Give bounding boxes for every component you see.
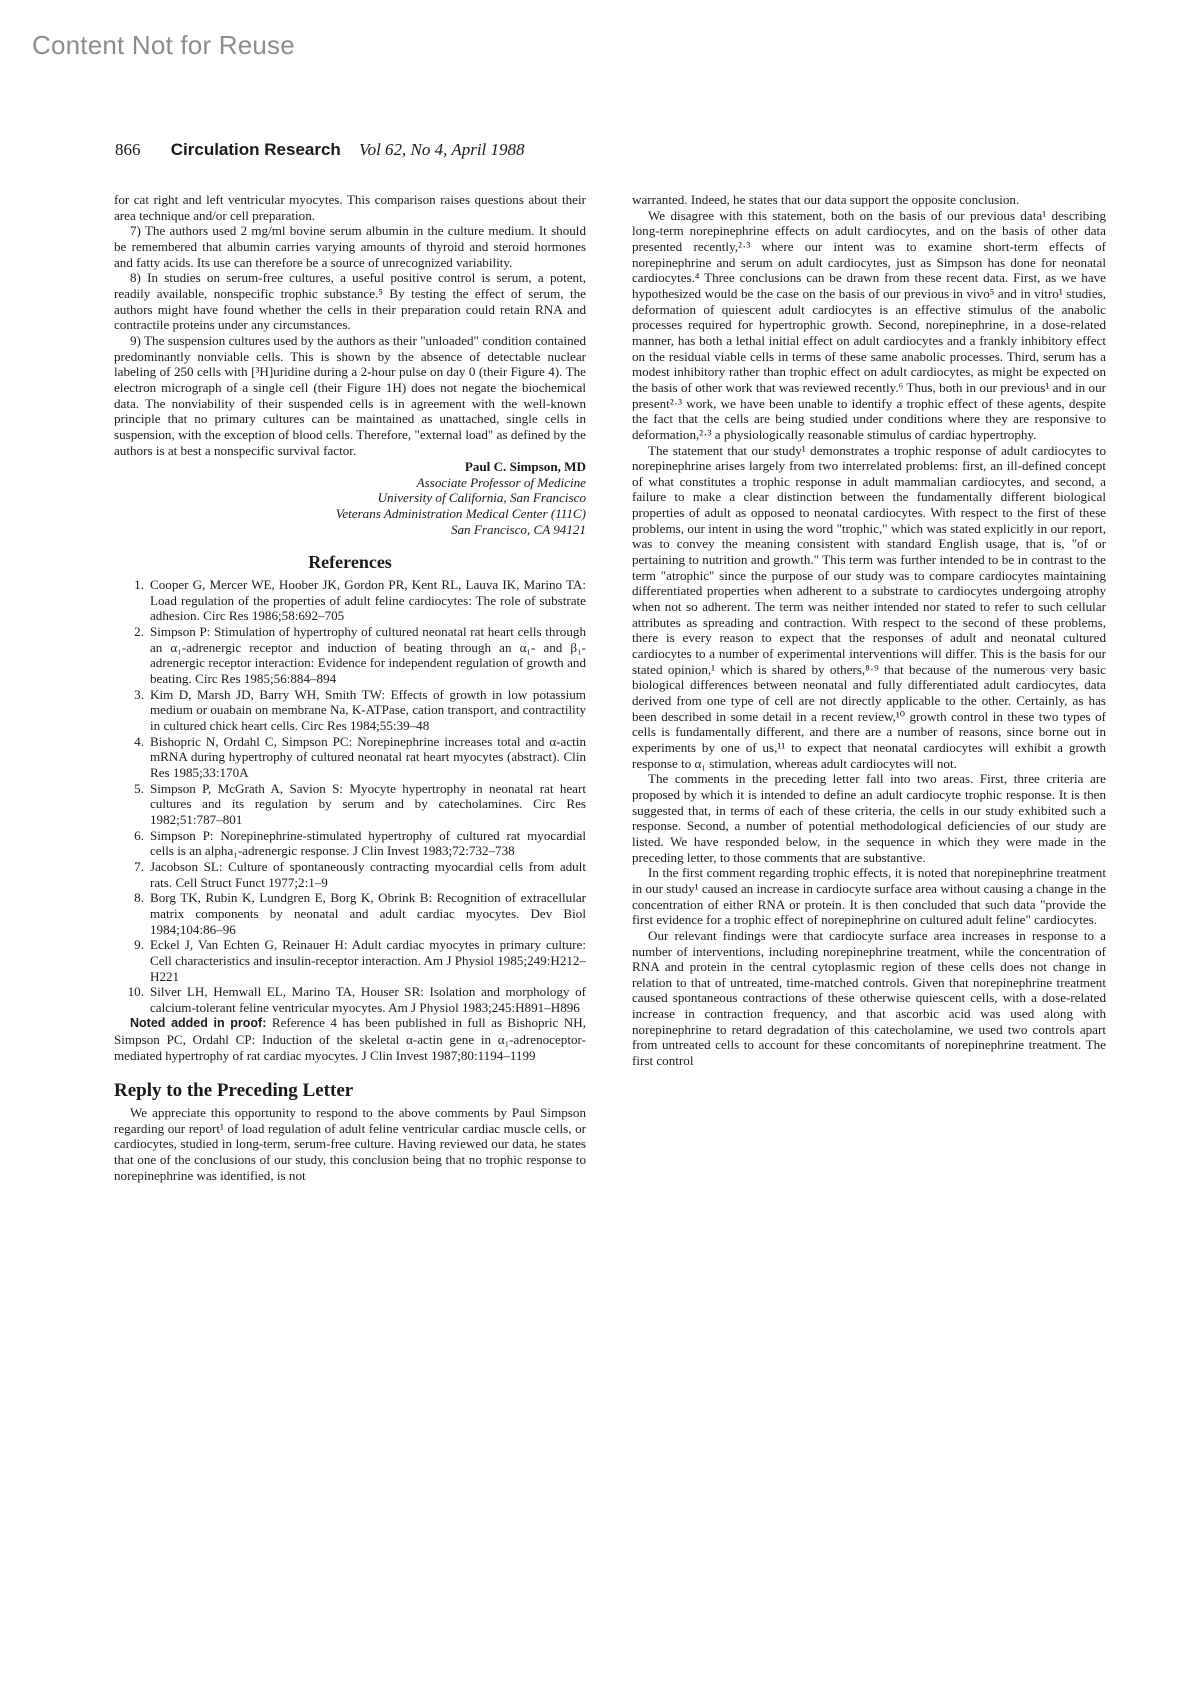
reference-item: 2. Simpson P: Stimulation of hypertrophy of cultured neonatal rat heart cells through an α₁-adrenergic receptor and induction of beating through an α₁- and β₁-adrenergic receptor interaction: Evidence for independent regulation of growth and beating. Circ Res 1985;56:884–894 xyxy=(134,624,586,687)
reference-item: 7. Jacobson SL: Culture of spontaneously contracting myocardial cells from adult rats. Cell Struct Funct 1977;2:1–9 xyxy=(134,858,586,890)
body-paragraph: for cat right and left ventricular myocytes. This comparison raises questions about their area technique and/or cell preparation. xyxy=(114,192,586,223)
reference-item: 8. Borg TK, Rubin K, Lundgren E, Borg K, Obrink B: Recognition of extracellular matrix components by neonatal and adult cardiac myocytes. Dev Biol 1984;104:86–96 xyxy=(134,890,586,937)
reference-item: 10. Silver LH, Hemwall EL, Marino TA, Houser SR: Isolation and morphology of calcium-tolerant feline ventricular myocytes. Am J Physiol 1983;245:H891–H896 xyxy=(127,984,586,1015)
body-paragraph: In the first comment regarding trophic effects, it is noted that norepinephrine treatment in our study¹ caused an increase in cardiocyte surface area without causing a change in the concentration of either RNA or protein. It is then concluded that such data "provide the first evidence for a trophic effect of norepinephrine on cultured adult feline" cardiocytes. xyxy=(632,865,1106,928)
right-column xyxy=(632,192,1106,1069)
body-paragraph: 7) The authors used 2 mg/ml bovine serum albumin in the culture medium. It should be remembered that albumin carries varying amounts of thyroid and steroid hormones and fatty acids. Its use can therefore be a source of unrecognized variability. xyxy=(114,223,586,270)
proof-note-label: Noted added in proof: xyxy=(130,1016,267,1031)
body-paragraph: 9) The suspension cultures used by the authors as their "unloaded" condition contained predominantly nonviable cells. This is shown by the absence of detectable nuclear labeling of 250 cells with [³H]uridine during a 2-hour pulse on day 0 (their Figure 4). The electron micrograph of a single cell (their Figure 1H) does not negate the biochemical data. The nonviability of their suspended cells is in agreement with the well-known principle that no primary cultures can be maintained as unattached, single cells in suspension, with the exception of blood cells. Therefore, "external load" as defined by the authors is at best a nonspecific survival factor. xyxy=(114,332,586,458)
author-city: San Francisco, CA 94121 xyxy=(450,521,586,537)
body-paragraph: We disagree with this statement, both on the basis of our previous data¹ describing long-term norepinephrine effects on adult cardiocytes, and on the basis of other data presented recently,²·³ where our intent was to examine short-term effects of norepinephrine and serum on adult cardiocytes, just as Simpson has done for neonatal cardiocytes.⁴ Three conclusions can be drawn from these recent data. First, as we have hypothesized would be the case on the basis of our previous in vivo⁵ and in vitro¹ studies, deformation of quiescent adult cardiocytes is an effective stimulus of the anabolic processes required for hypertrophic growth. Second, norepinephrine, in a dose-related manner, has both a lethal initial effect on adult cardiocytes and a frankly inhibitory effect on the residual viable cells in terms of these same anabolic processes. Third, serum has a modest inhibitory rather than trophic effect on adult cardiocytes, as might be expected on the basis of other work that was reviewed recently.⁶ Thus, both in our previous¹ and in our present²·³ work, we have been unable to identify a trophic effect of these agents, despite the fact that the cells are being studied under conditions where they are responsive to deformation,²·³ a physiologically reasonable stimulus of cardiac hypertrophy. xyxy=(632,207,1106,442)
author-title: Associate Professor of Medicine xyxy=(416,474,586,490)
reply-heading: Reply to the Preceding Letter xyxy=(114,1080,354,1102)
reference-item: 1. Cooper G, Mercer WE, Hoober JK, Gordon PR, Kent RL, Lauva IK, Marino TA: Load regulation of the properties of adult feline cardiocytes: The role of substrate adhesion. Circ Res 1986;58:692–705 xyxy=(134,577,586,624)
proof-note xyxy=(114,1015,586,1063)
issue-info: Vol 62, No 4, April 1988 xyxy=(359,140,525,159)
body-paragraph: The comments in the preceding letter fall into two areas. First, three criteria are proposed by which it is intended to define an adult cardiocyte trophic response. It is then suggested that, in terms of each of these criteria, the cells in our study exhibited such a response. Second, a number of potential methodological deficiencies of our study are listed. We have responded below, in the sequence in which they were made in the preceding letter, to those comments that are substantive. xyxy=(632,771,1106,865)
watermark: Content Not for Reuse xyxy=(32,30,295,60)
author-center: Veterans Administration Medical Center (111C) xyxy=(335,506,586,522)
body-paragraph: The statement that our study¹ demonstrates a trophic response of adult cardiocytes to norepinephrine arises largely from two interrelated problems: first, an ill-defined concept of what constitutes a trophic response in adult mammalian cardiocytes, and second, a failure to make a clear distinction between the fundamentally different biological properties of adult as opposed to neonatal cardiocytes. With respect to the first of these problems, our intent in using the word "trophic," which was stated explicitly in our report, was to convey the meaning consistent with standard English usage, that is, "of or pertaining to nutrition and growth." This term was further intended to be in contrast to the term "atrophic" since the purpose of our study was to compare cardiocytes maintaining differentiated properties when adherent to a substrate to cardiocytes undergoing atrophy when not so adherent. The term was neither intended nor stated to refer to such cellular attributes as spreading and contraction. With respect to the second of these problems, there is every reason to expect that the responses of adult and neonatal cultured cardiocytes to a number of experimental interventions will differ. This is the basis for our stated opinion,¹ which is shared by others,⁸·⁹ that because of the numerous very basic biological differences between neonatal and fully differentiated adult cardiocytes, data derived from one type of cell are not directly applicable to the other. Certainly, as has been described in some detail in a recent review,¹⁰ growth control in these two types of cells is fundamentally different, and there are a number of reasons, since borne out in experiments by one of us,¹¹ to expect that neonatal cardiocytes will exhibit a growth response to α₁ stimulation, whereas adult cardiocytes will not. xyxy=(632,442,1106,771)
body-paragraph: warranted. Indeed, he states that our data support the opposite conclusion. xyxy=(632,192,1020,207)
body-paragraph: Our relevant findings were that cardiocyte surface area increases in response to a number of interventions, including norepinephrine treatment, while the concentration of RNA and protein in the central cytoplasmic region of these cells does not change in relation to that of untreated, time-matched controls. Given that norepinephrine treatment caused spontaneous contractions of these otherwise quiescent cells, with a dose-related increase in contraction frequency, and that ascorbic acid was used along with norepinephrine to retard degradation of this catecholamine, we used two controls apart from untreated cells to account for these concomitants of norepinephrine treatment. The first control xyxy=(632,927,1106,1069)
reference-item: 4. Bishopric N, Ordahl C, Simpson PC: Norepinephrine increases total and α-actin mRNA during hypertrophy of cultured neonatal rat heart myocytes (abstract). Clin Res 1985;33:170A xyxy=(134,733,586,780)
reference-item: 3. Kim D, Marsh JD, Barry WH, Smith TW: Effects of growth in low potassium medium or ouabain on membrane Na, K-ATPase, cation transport, and contractility in cultured chick heart cells. Circ Res 1984;55:39–48 xyxy=(134,686,586,733)
page-number: 866 xyxy=(115,140,141,159)
body-paragraph: 8) In studies on serum-free cultures, a useful positive control is serum, a potent, readily available, nonspecific trophic substance.⁵ By testing the effect of serum, the authors might have found whether the cells in their preparation could retain RNA and contractile proteins under any circumstances. xyxy=(114,270,586,333)
proof-note-text: Reference 4 has been published in full as Bishopric NH, Simpson PC, Ordahl CP: Induction of the skeletal α-actin gene in α₁-adrenoceptor-mediated hypertrophy of rat cardiac myocytes. J Clin Invest 1987;80:1194–1199 xyxy=(114,1015,586,1063)
journal-name: Circulation Research xyxy=(170,140,341,159)
author-university: University of California, San Francisco xyxy=(377,490,586,506)
reply-paragraph: We appreciate this opportunity to respond to the above comments by Paul Simpson regarding our report¹ of load regulation of adult feline ventricular cardiac muscle cells, or cardiocytes, studied in long-term, serum-free culture. Having reviewed our data, he states that one of the conclusions of our study, this conclusion being that no trophic response to norepinephrine was identified, is not xyxy=(114,1105,586,1183)
references-list xyxy=(114,577,586,1015)
reference-item: 5. Simpson P, McGrath A, Savion S: Myocyte hypertrophy in neonatal rat heart cultures and its regulation by serum and by catecholamines. Circ Res 1982;51:787–801 xyxy=(134,780,586,827)
reference-item: 9. Eckel J, Van Echten G, Reinauer H: Adult cardiac myocytes in primary culture: Cell characteristics and insulin-receptor interaction. Am J Physiol 1985;249:H212–H221 xyxy=(134,937,587,984)
author-signature xyxy=(114,459,586,537)
references-heading: References xyxy=(308,552,392,573)
running-header xyxy=(115,140,525,160)
left-column xyxy=(114,192,586,1183)
reference-item: 6. Simpson P: Norepinephrine-stimulated hypertrophy of cultured rat myocardial cells is an alpha₁-adrenergic response. J Clin Invest 1983;72:732–738 xyxy=(134,827,586,859)
author-name: Paul C. Simpson, MD xyxy=(464,459,586,475)
